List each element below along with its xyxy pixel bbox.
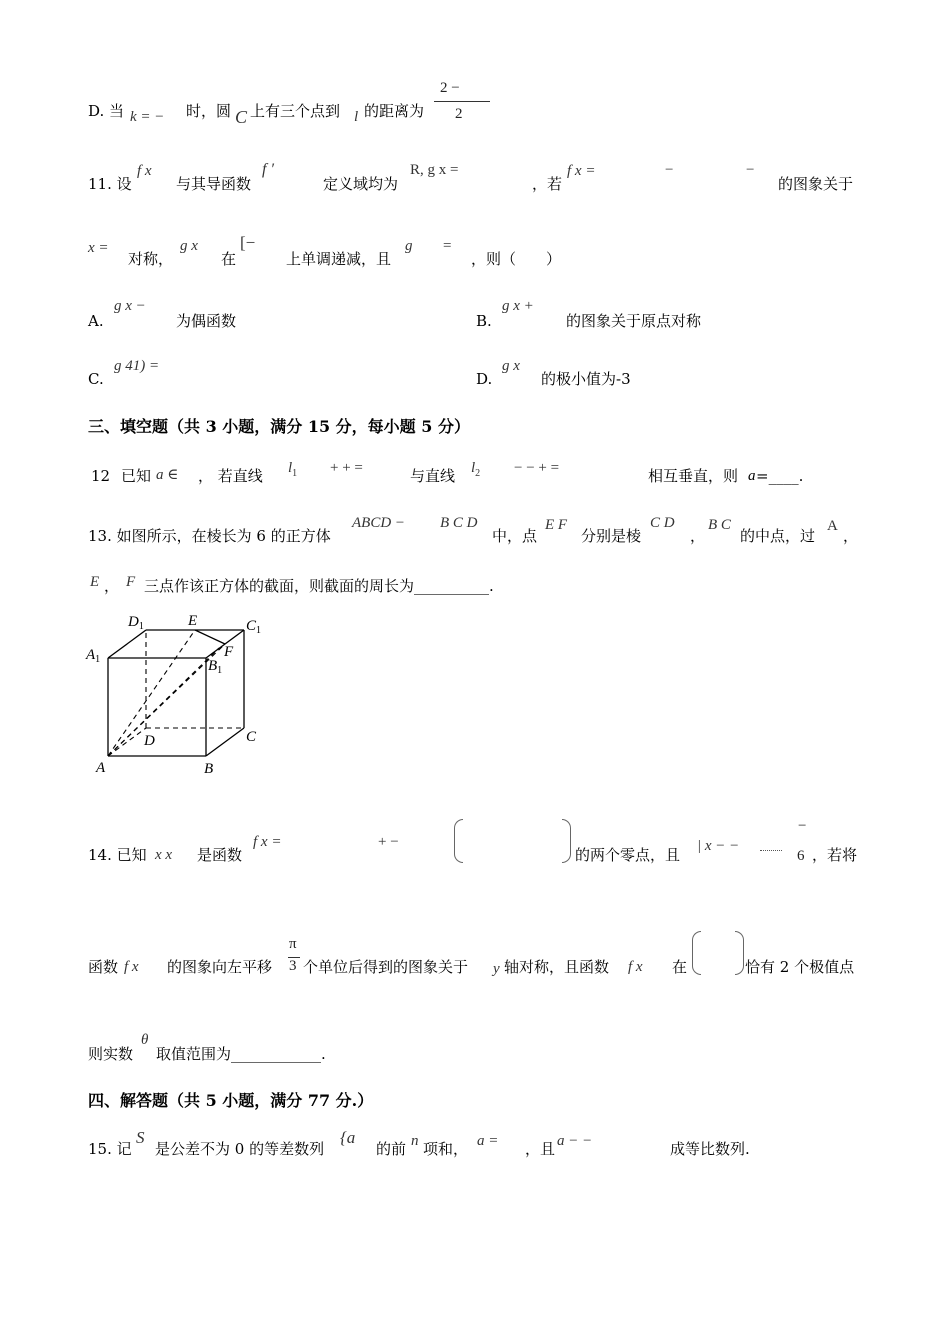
q14-text-6: 个单位后得到的图象关于 xyxy=(303,958,469,976)
q14-paren-right-2 xyxy=(735,931,744,975)
q11-f-expr: f x = xyxy=(567,163,596,179)
option-d-line-l: l xyxy=(354,109,359,125)
q11-minus-2: − xyxy=(746,162,755,178)
q13-e: E xyxy=(90,574,100,590)
q11-text-1: 与其导函数 xyxy=(176,175,252,193)
q14-text-10: 则实数 xyxy=(88,1045,134,1063)
cube-edge-ad-hidden xyxy=(108,728,146,756)
q13-cd: C D xyxy=(650,515,675,531)
q14-ops: + − xyxy=(378,834,399,850)
label-b1: $B_1$ xyxy=(208,658,223,676)
q11-text-4: 的图象关于 xyxy=(778,175,854,193)
q15-seq: {a xyxy=(340,1128,356,1147)
option-d-numerator: 2 − xyxy=(440,80,460,96)
q14-text-8: 在 xyxy=(672,958,688,976)
q12-l1 xyxy=(288,458,297,484)
q14-fx2: f x xyxy=(124,959,139,975)
q14-dots xyxy=(760,850,782,851)
label-d: D xyxy=(144,733,155,749)
q11-eq2: = xyxy=(443,238,452,254)
q11-g2: g xyxy=(405,238,413,254)
q13-bc: B C xyxy=(708,517,731,533)
q13-text-1: 中，点 xyxy=(492,527,538,545)
q13-comma: ， xyxy=(690,527,706,545)
q15-s: S xyxy=(136,1128,145,1147)
q11-option-b-expr: g x + xyxy=(502,298,534,314)
label-b: B xyxy=(204,761,214,777)
q11-x-eq: x = xyxy=(88,240,109,256)
q13-text-5: 三点作该正方体的截面，则截面的周长为__________. xyxy=(144,577,494,595)
q14-theta: θ xyxy=(141,1032,149,1048)
q11-option-a-expr: g x − xyxy=(114,298,146,314)
q11-option-d-label: D. xyxy=(476,370,493,388)
q13-a: A xyxy=(827,518,838,534)
q14-paren-left-2 xyxy=(692,931,701,975)
q14-text-4: 函数 xyxy=(88,958,119,976)
q14-abs: | x − − xyxy=(697,838,740,854)
q11-option-c-expr: g 41) = xyxy=(114,358,160,374)
q13-ef: E F xyxy=(545,517,568,533)
q11-text-5: 对称， xyxy=(128,250,174,268)
q14-fx: f x = xyxy=(253,834,282,850)
q14-text-11: 取值范围为____________. xyxy=(156,1045,326,1063)
q12-l2-letter: l xyxy=(471,460,476,476)
q12-text-5: =____. xyxy=(756,467,804,485)
q11-text-6: 在 xyxy=(221,250,237,268)
option-d-label: D. 当 xyxy=(88,102,125,120)
cube-edge-a1d1 xyxy=(108,630,146,658)
q12-a: a xyxy=(748,468,756,484)
q12-l2 xyxy=(471,458,480,484)
q13-comma-2: ， xyxy=(104,577,120,595)
q13-text-2: 分别是棱 xyxy=(581,527,642,545)
q14-xx: x x xyxy=(155,847,173,863)
q11-option-a-text: 为偶函数 xyxy=(176,312,237,330)
q14-pi: π xyxy=(289,936,297,952)
label-a: A xyxy=(96,760,106,776)
q12-l2-sub: 2 xyxy=(475,468,481,479)
label-e: E xyxy=(188,613,198,629)
q11-number: 11. 设 xyxy=(88,175,132,193)
q13-number: 13. 如图所示，在棱长为 6 的正方体 xyxy=(88,527,331,545)
q14-three: 3 xyxy=(289,958,297,974)
q13-cube-2: B C D xyxy=(440,515,478,531)
label-d1: $D_1$ xyxy=(128,614,144,632)
section-edge-ab1 xyxy=(108,648,219,756)
option-d-text-1: 时，圆 xyxy=(186,102,232,120)
q12-text-4: 相互垂直，则 xyxy=(648,467,739,485)
label-a1: $A_1$ xyxy=(86,647,101,665)
option-d-text-2: 上有三个点到 xyxy=(250,102,341,120)
q13-text-4: ， xyxy=(843,527,859,545)
section-4-title: 四、解答题（共 5 小题，满分 77 分.） xyxy=(88,1091,374,1110)
q11-text-8: ，则（ ） xyxy=(471,250,562,268)
q13-f: F xyxy=(126,574,136,590)
section-3-title: 三、填空题（共 3 小题，满分 15 分，每小题 5 分） xyxy=(88,417,470,436)
q15-text-4: ，且 xyxy=(525,1140,556,1158)
q15-a-exp: a − − xyxy=(557,1133,593,1149)
option-d-denominator: 2 xyxy=(455,106,463,122)
q14-text-5: 的图象向左平移 xyxy=(167,958,273,976)
option-d-circle: C xyxy=(235,107,248,127)
q15-number: 15. 记 xyxy=(88,1140,132,1158)
q14-text-2: 的两个零点，且 xyxy=(575,846,681,864)
q14-six: 6 xyxy=(797,848,805,864)
q11-text-7: 上单调递减，且 xyxy=(286,250,392,268)
option-d-fraction-bar xyxy=(434,101,490,102)
q12-number: 12 xyxy=(91,467,111,485)
q11-option-c-label: C. xyxy=(88,370,104,388)
label-f: F xyxy=(224,644,234,660)
q11-gx: g x xyxy=(180,238,198,254)
section-edge-ef xyxy=(195,630,225,644)
q15-text-3: 项和， xyxy=(423,1140,469,1158)
q12-l1-letter: l xyxy=(288,460,293,476)
label-c: C xyxy=(246,729,257,745)
option-d-text-3: 的距离为 xyxy=(364,102,425,120)
q11-fx: f x xyxy=(137,163,152,179)
q15-text-1: 是公差不为 0 的等差数列 xyxy=(155,1140,325,1158)
q11-option-d-text: 的极小值为-3 xyxy=(541,370,631,388)
q12-text-2: ， 若直线 xyxy=(198,467,263,485)
q12-l1-ops: + + = xyxy=(330,460,363,476)
q11-option-a-label: A. xyxy=(88,312,104,330)
q12-a-in: a ∈ xyxy=(156,467,179,483)
q14-y: y xyxy=(493,961,500,977)
q12-text-3: 与直线 xyxy=(410,467,456,485)
q14-fx3: f x xyxy=(628,959,643,975)
q14-text-7: 轴对称，且函数 xyxy=(504,958,610,976)
option-d-k-expr: k = − xyxy=(130,109,165,125)
q11-option-d-expr: g x xyxy=(502,358,520,374)
q13-cube: ABCD − xyxy=(352,515,406,531)
cube-edge-cb xyxy=(206,728,244,756)
q14-text-1: 是函数 xyxy=(197,846,243,864)
q12-l1-sub: 1 xyxy=(292,468,298,479)
q13-text-3: 的中点，过 xyxy=(740,527,816,545)
q11-domain: R, g x = xyxy=(410,162,459,178)
q12-l2-ops: − − + = xyxy=(514,460,560,476)
q11-option-b-label: B. xyxy=(476,312,492,330)
q11-option-b-text: 的图象关于原点对称 xyxy=(566,312,702,330)
q11-minus-1: − xyxy=(665,162,674,178)
q14-text-3: ，若将 xyxy=(812,846,858,864)
q15-text-2: 的前 xyxy=(376,1140,407,1158)
q14-text-9: 恰有 2 个极值点 xyxy=(745,958,855,976)
q14-frac-top: − xyxy=(798,818,807,834)
q15-n: n xyxy=(411,1133,419,1149)
q14-number: 14. 已知 xyxy=(88,846,147,864)
q14-paren-right xyxy=(562,819,571,863)
cube-figure xyxy=(84,608,274,783)
label-c1: $C_1$ xyxy=(246,618,262,636)
q12-text-1: 已知 xyxy=(121,467,152,485)
q11-text-3: ，若 xyxy=(532,175,563,193)
q15-a-eq: a = xyxy=(477,1133,499,1149)
q14-paren-left xyxy=(454,819,463,863)
q11-fprime: f ′ xyxy=(262,161,274,178)
q11-text-2: 定义域均为 xyxy=(323,175,399,193)
q15-text-5: 成等比数列. xyxy=(670,1140,750,1158)
q11-interval: [− xyxy=(240,233,256,252)
